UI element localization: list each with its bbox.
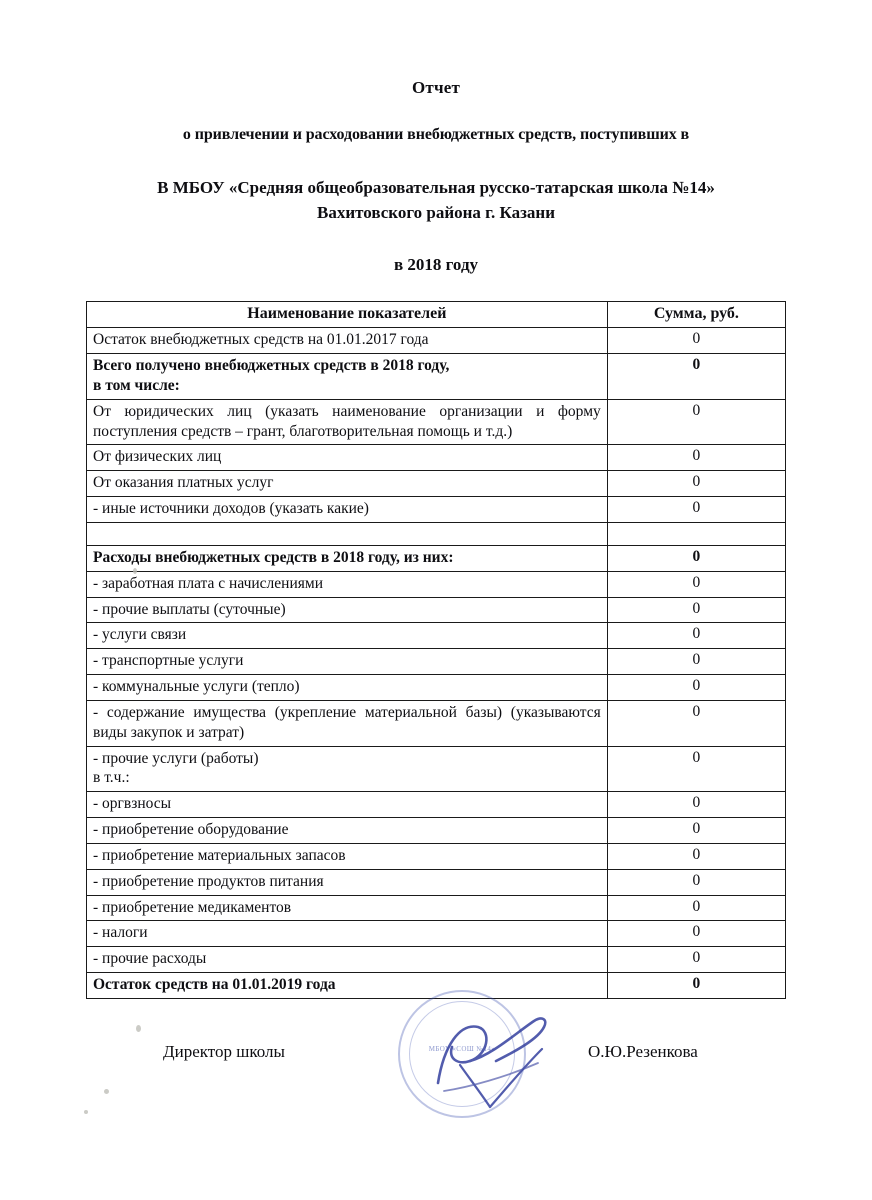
table-cell-name-line: От оказания платных услуг [93, 474, 274, 492]
table-cell-sum: 0 [607, 571, 785, 597]
table-cell-name [87, 895, 608, 921]
table-row [87, 700, 786, 746]
table-cell-name-line: - прочие услуги (работы) [93, 749, 259, 767]
report-table-body [87, 328, 786, 999]
table-cell-sum: 0 [607, 700, 785, 746]
table-cell-sum: 0 [607, 869, 785, 895]
table-row [87, 895, 786, 921]
table-cell-name-subline: в том числе: [93, 376, 180, 394]
document-subtitle-purpose: о привлечении и расходовании внебюджетных средств, поступивших в [182, 126, 690, 143]
table-cell-sum: 0 [607, 354, 785, 400]
table-cell-sum: 0 [607, 972, 785, 998]
table-cell-name-line: - прочие расходы [93, 950, 207, 968]
table-cell-sum: 0 [607, 471, 785, 497]
document-subtitle-year: в 2018 году [393, 255, 479, 275]
table-row [87, 497, 786, 523]
report-table-container [86, 301, 786, 999]
scan-speck [133, 568, 137, 574]
table-cell-name [87, 869, 608, 895]
table-cell-name-line: - приобретение продуктов питания [93, 872, 324, 890]
table-cell-name-line: От юридических лиц (указать наименование организации и форму поступления средств – грант, благотворительная помощь и т.д.) [93, 402, 601, 440]
table-row [87, 623, 786, 649]
table-cell-name-line: - заработная плата с начислениями [93, 574, 323, 592]
table-cell-sum: 0 [607, 921, 785, 947]
table-cell-name [87, 792, 608, 818]
table-cell-name [87, 972, 608, 998]
table-cell-sum: 0 [607, 399, 785, 445]
stamp-text: МБОУ «СОШ №14» [428, 1045, 496, 1053]
table-cell-name-line: - приобретение материальных запасов [93, 846, 346, 864]
table-cell-name-line: Остаток внебюджетных средств на 01.01.2017 года [93, 331, 429, 349]
table-row [87, 869, 786, 895]
table-row [87, 792, 786, 818]
table-cell-name [87, 649, 608, 675]
table-cell-name [87, 571, 608, 597]
official-stamp [398, 990, 526, 1118]
table-cell-name [87, 497, 608, 523]
column-header-name: Наименование показателей [87, 302, 608, 328]
table-row [87, 328, 786, 354]
table-cell-sum: 0 [607, 818, 785, 844]
table-cell-name [87, 328, 608, 354]
table-cell-sum: 0 [607, 947, 785, 973]
table-cell-name-line: От физических лиц [93, 448, 222, 466]
table-row [87, 818, 786, 844]
table-row [87, 399, 786, 445]
table-cell-sum: 0 [607, 545, 785, 571]
table-cell-name-line: Всего получено внебюджетных средств в 2018 году, [93, 357, 450, 375]
organization-name-line2: Вахитовского района г. Казани [316, 202, 555, 222]
table-row [87, 571, 786, 597]
table-cell-name-line: - коммунальные услуги (тепло) [93, 678, 300, 696]
table-cell-sum: 0 [607, 445, 785, 471]
table-row [87, 649, 786, 675]
table-cell-name-line: - услуги связи [93, 626, 187, 644]
table-cell-name [87, 597, 608, 623]
table-cell-name-subline: в т.ч.: [93, 769, 130, 787]
table-cell-name [87, 471, 608, 497]
table-cell-name-line: - прочие выплаты (суточные) [93, 600, 286, 618]
table-cell-name-line: - приобретение оборудование [93, 821, 289, 839]
table-cell-sum: 0 [607, 843, 785, 869]
table-cell-name-line: - приобретение медикаментов [93, 898, 292, 916]
table-cell-name-line: Остаток средств на 01.01.2019 года [93, 975, 336, 993]
table-cell-name [87, 947, 608, 973]
column-header-sum: Сумма, руб. [607, 302, 785, 328]
table-cell-sum: 0 [607, 328, 785, 354]
document-header [0, 0, 872, 275]
table-cell-sum: 0 [607, 792, 785, 818]
table-cell-name-line: - налоги [93, 924, 148, 942]
table-cell-name-line: - оргвзносы [93, 795, 172, 813]
table-cell-name [87, 843, 608, 869]
table-row [87, 843, 786, 869]
table-row [87, 746, 786, 792]
table-cell-name-line: - иные источники доходов (указать какие) [93, 500, 369, 518]
table-cell-name [87, 545, 608, 571]
scan-speck [136, 1025, 141, 1032]
report-table [86, 301, 786, 999]
table-cell-name [87, 354, 608, 400]
table-row [87, 522, 786, 545]
table-cell-sum: 0 [607, 895, 785, 921]
organization-name-line1: В МБОУ «Средняя общеобразовательная русско-татарская школа №14» [157, 178, 715, 197]
table-row [87, 471, 786, 497]
table-row [87, 445, 786, 471]
table-cell-name-line: - содержание имущества (укрепление материальной базы) (указываются виды закупок и затрат) [93, 703, 601, 741]
page-title: Отчет [411, 78, 461, 97]
table-row [87, 921, 786, 947]
scan-speck [104, 1089, 109, 1094]
table-row [87, 675, 786, 701]
table-cell-sum: 0 [607, 649, 785, 675]
table-cell-sum: 0 [607, 497, 785, 523]
table-cell-sum [607, 522, 785, 545]
table-cell-name [87, 746, 608, 792]
signer-name: О.Ю.Резенкова [588, 1042, 698, 1061]
document-subtitle-organization [0, 176, 872, 225]
table-cell-name-line: - транспортные услуги [93, 652, 244, 670]
table-cell-sum: 0 [607, 623, 785, 649]
table-header-row [87, 302, 786, 328]
table-cell-name [87, 399, 608, 445]
table-cell-name [87, 818, 608, 844]
table-row [87, 597, 786, 623]
table-cell-name [87, 700, 608, 746]
table-cell-sum: 0 [607, 675, 785, 701]
table-row [87, 545, 786, 571]
table-row [87, 947, 786, 973]
table-cell-name [87, 445, 608, 471]
table-cell-name [87, 921, 608, 947]
table-cell-name [87, 623, 608, 649]
table-cell-name [87, 675, 608, 701]
table-cell-sum: 0 [607, 597, 785, 623]
signer-role: Директор школы [163, 1042, 285, 1061]
table-cell-sum: 0 [607, 746, 785, 792]
table-row [87, 354, 786, 400]
table-cell-name-line: Расходы внебюджетных средств в 2018 году, из них: [93, 548, 454, 566]
scan-speck [84, 1110, 88, 1114]
table-cell-name [87, 522, 608, 545]
